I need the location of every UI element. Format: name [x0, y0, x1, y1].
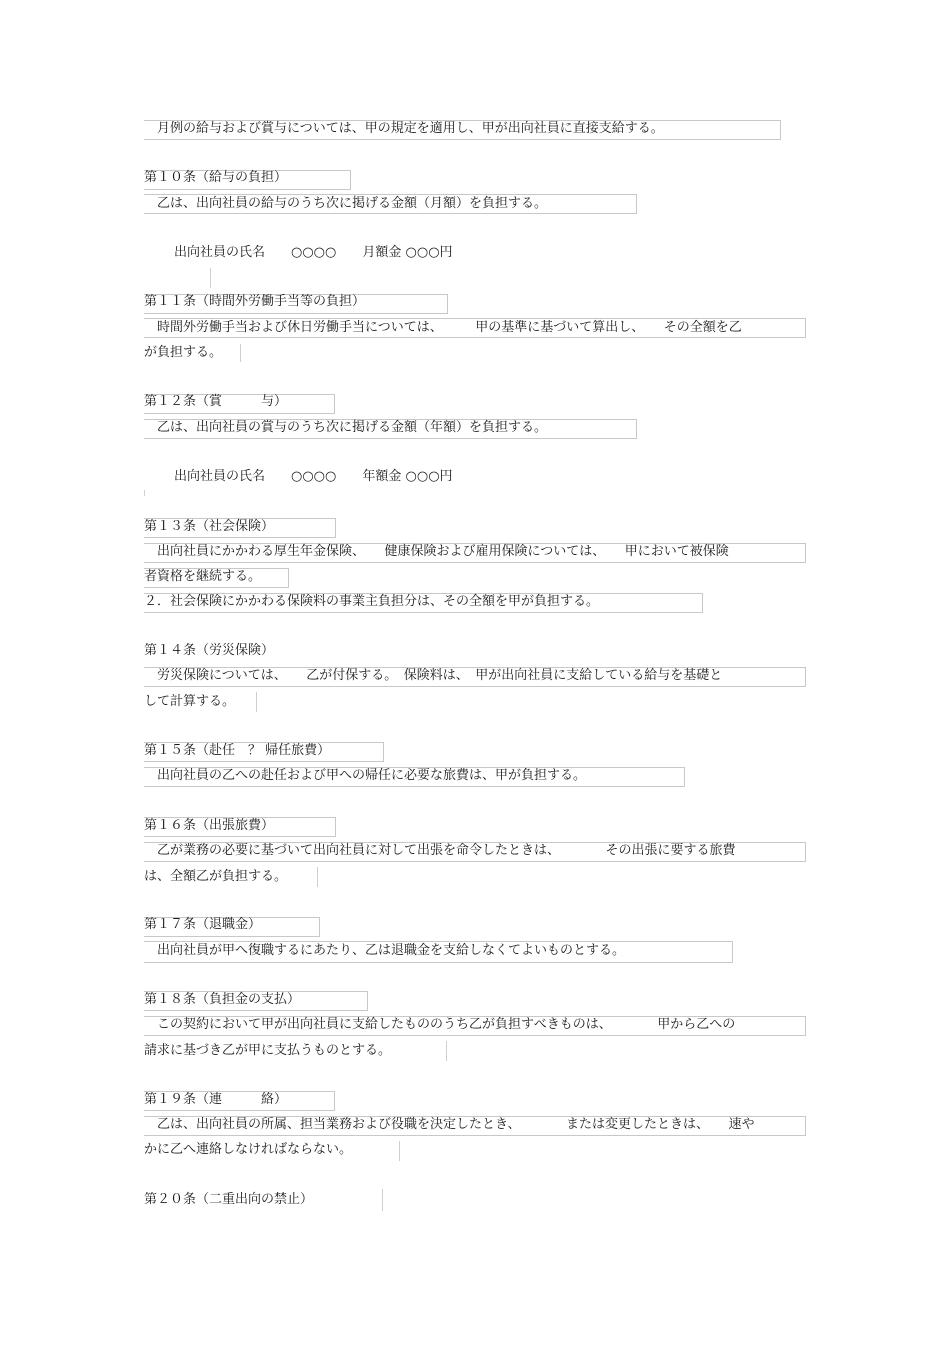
paragraph-line: 労災保険については、 乙が付保する。 保険料は、 甲が出向社員に支給している給与を基礎と: [144, 668, 723, 683]
paragraph-line: 乙は、出向社員の給与のうち次に掲げる金額（月額）を負担する。: [144, 196, 548, 211]
article-heading-17: 第１７条（退職金）: [144, 917, 262, 932]
field-outline: [446, 1041, 447, 1061]
field-outline: [399, 1141, 400, 1161]
paragraph-line: は、全額乙が負担する。: [144, 869, 288, 884]
article-heading-19: 第１９条（連 絡）: [144, 1092, 288, 1107]
field-outline: [382, 1189, 383, 1211]
paragraph-line: が負担する。: [144, 345, 223, 360]
paragraph-line: この契約において甲が出向社員に支給したもののうち乙が負担すべきものは、 甲から乙への: [144, 1017, 736, 1032]
amount-row-annual: 出向社員の氏名 ○○○○ 年額金 ○○○円: [174, 469, 453, 484]
paragraph-line: 出向社員が甲へ復職するにあたり、乙は退職金を支給しなくてよいものとする。: [144, 943, 626, 958]
amount-row-monthly: 出向社員の氏名 ○○○○ 月額金 ○○○円: [174, 245, 453, 260]
article-heading-15: 第１５条（赴任 ？ 帰任旅費）: [144, 743, 331, 758]
paragraph-line: 乙は、出向社員の賞与のうち次に掲げる金額（年額）を負担する。: [144, 420, 548, 435]
field-outline: [144, 490, 145, 496]
paragraph-line: して計算する。: [144, 694, 236, 709]
paragraph-line: 出向社員にかかわる厚生年金保険、 健康保険および雇用保険については、 甲において被保険: [144, 544, 729, 559]
article-heading-10: 第１０条（給与の負担）: [144, 170, 288, 185]
field-outline: [256, 692, 257, 712]
article-heading-12: 第１２条（賞 与）: [144, 394, 288, 409]
article-heading-18: 第１８条（負担金の支払）: [144, 992, 301, 1007]
paragraph-line: 請求に基づき乙が甲に支払うものとする。: [144, 1043, 392, 1058]
paragraph-line: ２．社会保険にかかわる保険料の事業主負担分は、その全額を甲が負担する。: [144, 594, 600, 609]
field-outline: [240, 344, 241, 362]
field-outline: [317, 867, 318, 887]
article-heading-20: 第２０条（二重出向の禁止）: [144, 1192, 314, 1207]
article-heading-16: 第１６条（出張旅費）: [144, 818, 275, 833]
field-outline: [210, 268, 211, 288]
paragraph-line: かに乙へ連絡しなければならない。: [144, 1142, 353, 1157]
article-heading-11: 第１１条（時間外労働手当等の負担）: [144, 294, 366, 309]
article-heading-13: 第１３条（社会保険）: [144, 519, 275, 534]
paragraph-line: 乙が業務の必要に基づいて出向社員に対して出張を命令したときは、 その出張に要する旅費: [144, 843, 736, 858]
paragraph-line: 乙は、出向社員の所属、担当業務および役職を決定したとき、 または変更したときは、 速や: [144, 1117, 755, 1132]
paragraph-line: 出向社員の乙への赴任および甲への帰任に必要な旅費は、甲が負担する。: [144, 768, 587, 783]
paragraph-line: 月例の給与および賞与については、甲の規定を適用し、甲が出向社員に直接支給する。: [144, 121, 664, 136]
article-heading-14: 第１４条（労災保険）: [144, 643, 275, 658]
paragraph-line: 時間外労働手当および休日労働手当については、 甲の基準に基づいて算出し、 その全額を乙: [144, 320, 742, 335]
paragraph-line: 者資格を継続する。: [144, 569, 262, 584]
